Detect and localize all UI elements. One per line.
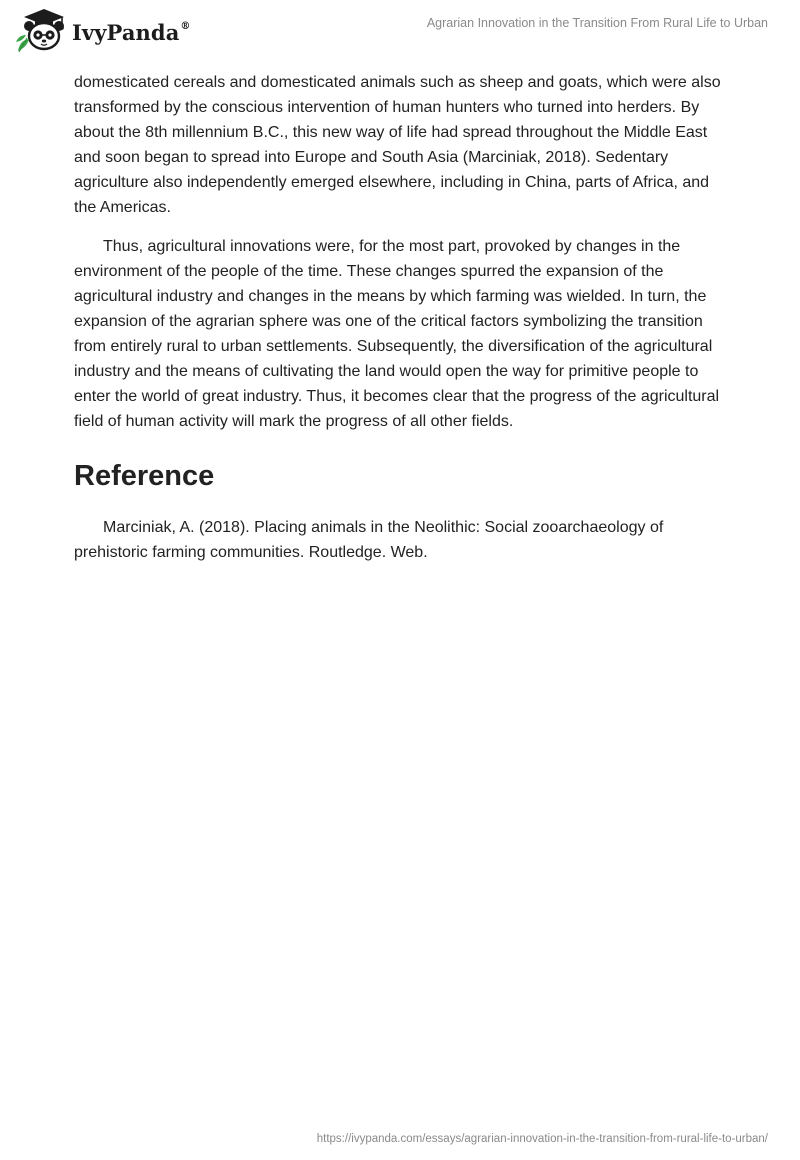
running-title: Agrarian Innovation in the Transition From Rural Life to Urban bbox=[426, 16, 768, 30]
body-paragraph: domesticated cereals and domesticated animals such as sheep and goats, which were also transformed by the conscious intervention of human hunters who turned into herders. By about the 8th millennium B.C., this new way of life had spread throughout the Middle East and soon began to spread into Europe and South Asia (Marciniak, 2018). Sedentary agriculture also independently emerged elsewhere, including in China, parts of Africa, and the Americas. bbox=[74, 74, 721, 216]
brand-name-text: IvyPanda bbox=[72, 19, 180, 45]
panda-graduate-icon bbox=[14, 8, 70, 54]
essay-content bbox=[74, 70, 734, 565]
ivypanda-logo[interactable] bbox=[14, 8, 191, 54]
page-header bbox=[0, 0, 800, 60]
body-paragraph: Thus, agricultural innovations were, for the most part, provoked by changes in the environment of the people of the time. These changes spurred the expansion of the agricultural industry and changes in the means by which farming was wielded. In turn, the expansion of the agrarian sphere was one of the critical factors symbolizing the transition from entirely rural to urban settlements. Subsequently, the diversification of the agricultural industry and the means of cultivating the land would open the way for primitive people to enter the world of great industry. Thus, it becomes clear that the progress of the agricultural field of human activity will mark the progress of all other fields. bbox=[74, 238, 720, 430]
brand-name bbox=[72, 20, 191, 45]
reference-heading: Reference bbox=[74, 460, 215, 492]
source-url[interactable]: https://ivypanda.com/essays/agrarian-innovation-in-the-transition-from-rural-life-to-urban/ bbox=[316, 1133, 768, 1145]
reference-entry: Marciniak, A. (2018). Placing animals in the Neolithic: Social zooarchaeology of prehistoric farming communities. Routledge. Web. bbox=[74, 519, 664, 561]
registered-mark: ® bbox=[180, 20, 191, 32]
